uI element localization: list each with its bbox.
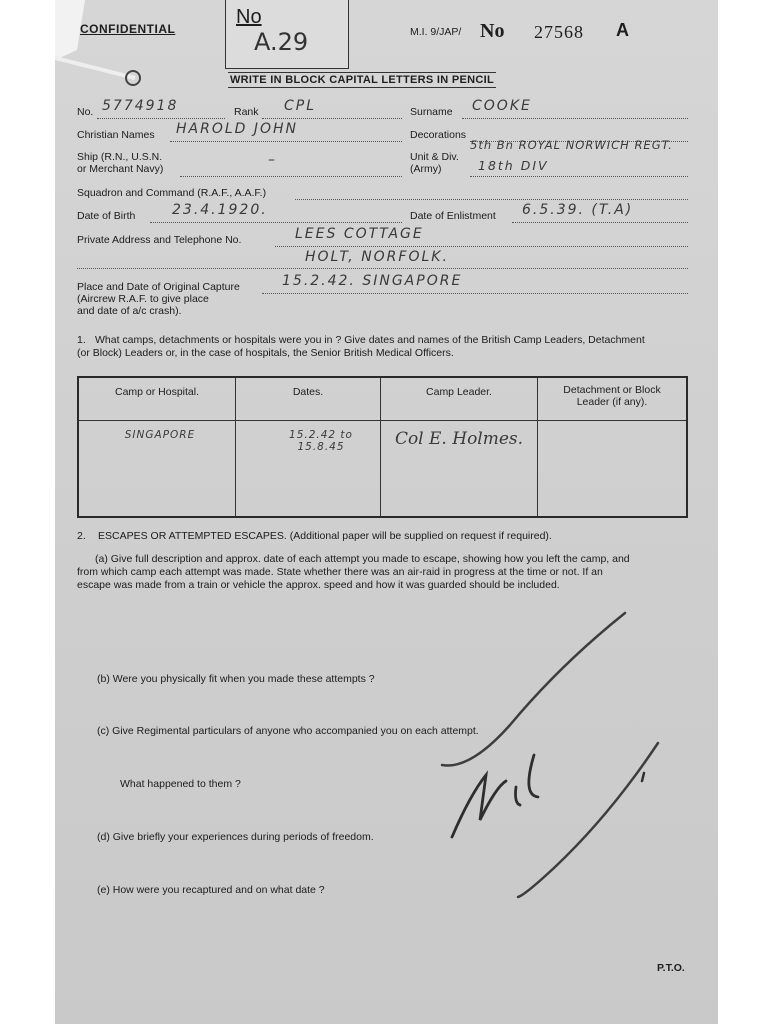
question2a-line1: (a) Give full description and approx. date of each attempt you made to escape, showing how you left the camp, and — [95, 553, 630, 565]
christian-names-label: Christian Names — [77, 129, 155, 141]
enlistment-value: 6.5.39. (T.A) — [522, 202, 634, 218]
rank-value: CPL — [284, 98, 317, 114]
reference-box-value: A.29 — [254, 28, 309, 56]
capture-label-line1: Place and Date of Original Capture — [77, 281, 240, 293]
surname-label: Surname — [410, 106, 453, 118]
question2a-line3: escape was made from a train or vehicle the approx. speed and how it was guarded should be included. — [77, 579, 560, 591]
leader-cell: Col E. Holmes. — [381, 421, 538, 518]
question1-text-line2: (or Block) Leaders or, in the case of hospitals, the Senior British Medical Officers. — [77, 347, 454, 359]
address-value-line1: LEES COTTAGE — [295, 226, 424, 242]
instruction-heading: WRITE IN BLOCK CAPITAL LETTERS IN PENCIL — [230, 74, 494, 86]
camps-header-leader: Camp Leader. — [381, 377, 538, 421]
binding-string — [55, 0, 155, 95]
reference-box-label: No — [236, 6, 262, 28]
serial-no-label: No — [480, 20, 505, 42]
camps-header-detachment: Detachment or Block Leader (if any). — [538, 377, 688, 421]
question2e: (e) How were you recaptured and on what date ? — [97, 884, 325, 896]
capture-label-line3: and date of a/c crash). — [77, 305, 182, 317]
question2-number: 2. — [77, 530, 86, 542]
camp-cell: SINGAPORE — [78, 421, 236, 518]
question2c-followup: What happened to them ? — [120, 778, 241, 790]
rank-label: Rank — [234, 106, 259, 118]
capture-label-line2: (Aircrew R.A.F. to give place — [77, 293, 209, 305]
serial-number: 27568 — [534, 22, 584, 42]
ship-label-line1: Ship (R.N., U.S.N. — [77, 151, 163, 163]
no-value: 5774918 — [102, 98, 179, 114]
ship-value: – — [268, 152, 277, 168]
confidential-heading: CONFIDENTIAL — [80, 22, 176, 36]
dates-cell-line1: 15.2.42 to — [289, 429, 353, 441]
squadron-label: Squadron and Command (R.A.F., A.A.F.) — [77, 187, 267, 199]
question2b: (b) Were you physically fit when you made these attempts ? — [97, 673, 375, 685]
table-row — [78, 421, 687, 518]
enlistment-label: Date of Enlistment — [410, 210, 496, 222]
camps-header-dates: Dates. — [236, 377, 381, 421]
question2-title: ESCAPES OR ATTEMPTED ESCAPES. (Additional paper will be supplied on request if required). — [98, 530, 552, 542]
dates-cell — [236, 421, 381, 518]
christian-names-value: HAROLD JOHN — [176, 121, 299, 137]
serial-suffix: A — [616, 20, 629, 40]
unit-label-line1: Unit & Div. — [410, 151, 459, 163]
capture-value: 15.2.42. SINGAPORE — [282, 273, 463, 289]
unit-value-line2: 18th DIV — [478, 158, 549, 173]
question1-number: 1. — [77, 334, 86, 346]
address-value-line2: HOLT, NORFOLK. — [305, 249, 449, 265]
pto-label: P.T.O. — [657, 962, 685, 974]
decorations-label: Decorations — [410, 129, 467, 141]
question2d: (d) Give briefly your experiences during periods of freedom. — [97, 831, 374, 843]
surname-value: COOKE — [472, 98, 532, 114]
unit-label-line2: (Army) — [410, 163, 442, 175]
camps-header-camp: Camp or Hospital. — [78, 377, 236, 421]
detachment-cell — [538, 421, 688, 518]
dob-label: Date of Birth — [77, 210, 136, 222]
address-label: Private Address and Telephone No. — [77, 234, 242, 246]
dob-value: 23.4.1920. — [172, 202, 268, 218]
no-label: No. — [77, 106, 94, 118]
question2a-line2: from which camp each attempt was made. State whether there was an air-raid in progress at the time or not. If an — [77, 566, 603, 578]
unit-value-line1: 5th Bn ROYAL NORWICH REGT. — [470, 138, 673, 152]
question1-text-line1: What camps, detachments or hospitals were you in ? Give dates and names of the British Camp Leaders, Detachment — [95, 334, 645, 346]
question2c: (c) Give Regimental particulars of anyone who accompanied you on each attempt. — [97, 725, 479, 737]
ship-label-line2: or Merchant Navy) — [77, 163, 164, 175]
reference-box — [225, 0, 349, 69]
form-reference: M.I. 9/JAP/ — [410, 26, 462, 38]
pencil-scrawl — [430, 605, 680, 905]
dates-cell-line2: 15.8.45 — [297, 441, 345, 453]
camps-table — [77, 376, 688, 518]
